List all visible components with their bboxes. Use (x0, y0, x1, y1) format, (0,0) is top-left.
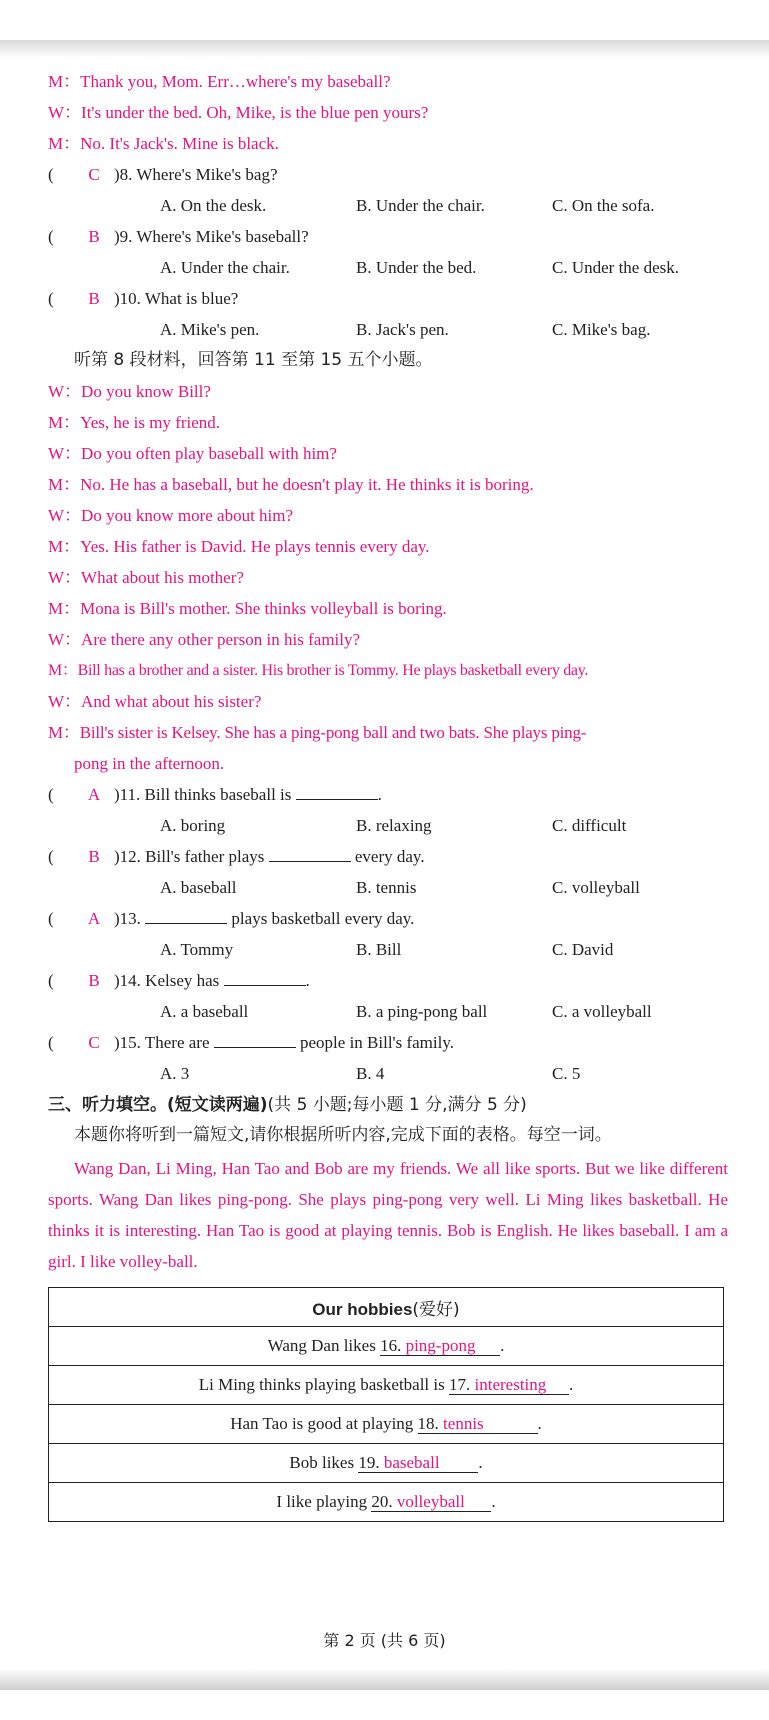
blank-answer: ping-pong (405, 1336, 476, 1355)
dialog-line (48, 438, 728, 469)
question-text: )15. There are (114, 1033, 214, 1052)
speaker: M： (48, 723, 80, 742)
dialog-text: Are there any other person in his family? (81, 630, 361, 649)
blank-number: 17. (449, 1375, 475, 1394)
answer-mark: B (88, 847, 100, 866)
speaker: M： (48, 134, 81, 153)
dialog-text: It's under the bed. Oh, Mike, is the blue pen yours? (81, 103, 429, 122)
paren: ( (48, 909, 54, 928)
paren: ( (48, 1033, 54, 1052)
dialog-text: Mona is Bill's mother. She thinks volleyball is boring. (80, 599, 447, 618)
blank-answer: tennis (443, 1414, 484, 1433)
question-text: )12. Bill's father plays (114, 847, 269, 866)
option-b: B. Under the bed. (356, 258, 477, 277)
dialog-line (48, 717, 728, 748)
question-12 (48, 841, 728, 903)
row-text: I like playing (276, 1492, 372, 1511)
answer-mark: A (87, 785, 101, 804)
dialog-text: Bill's sister is Kelsey. She has a ping-pong ball and two bats. She plays ping- (79, 723, 587, 742)
part3-score: (共 5 小题;每小题 1 分,满分 5 分) (267, 1095, 527, 1115)
answer-mark: B (88, 227, 100, 246)
question-text: )14. Kelsey has (114, 971, 224, 990)
dialog-line (48, 469, 728, 500)
part3-title: 三、听力填空。(短文读两遍) (48, 1095, 268, 1115)
question-text-end: plays basketball every day. (227, 909, 415, 928)
paren: ( (48, 227, 54, 246)
filled-blank (418, 1415, 538, 1434)
speaker: W： (48, 506, 82, 525)
table-title: Our hobbies (312, 1299, 413, 1319)
option-b: B. 4 (356, 1064, 385, 1083)
dialog-line (48, 562, 728, 593)
option-a: A. Mike's pen. (160, 320, 260, 339)
table-row (49, 1327, 724, 1366)
option-c: C. difficult (552, 816, 627, 835)
paren: ( (48, 289, 54, 308)
blank-number: 18. (417, 1414, 444, 1433)
answer-blank (296, 781, 378, 800)
option-b: B. tennis (356, 878, 417, 897)
dialog-text: Do you know Bill? (81, 382, 211, 401)
blank-answer: volleyball (396, 1492, 465, 1511)
answer-mark: B (88, 971, 100, 990)
question-text-end: . (377, 785, 382, 804)
dialog-text: Yes. His father is David. He plays tennis every day. (80, 537, 430, 556)
option-c: C. On the sofa. (552, 196, 655, 215)
page-top-shadow (0, 40, 769, 58)
question-text-end: people in Bill's family. (295, 1033, 454, 1052)
row-text: Bob likes (289, 1453, 359, 1472)
option-a: A. a baseball (160, 1002, 249, 1021)
row-text: Wang Dan likes (267, 1336, 381, 1355)
dialog-text: Yes, he is my friend. (80, 413, 221, 432)
filled-blank (358, 1454, 478, 1473)
question-14 (48, 965, 728, 1027)
option-b: B. Bill (356, 940, 402, 959)
answer-mark: A (87, 909, 101, 928)
blank-number: 20. (371, 1492, 397, 1511)
dialog-text: No. He has a baseball, but he doesn't play it. He thinks it is boring. (80, 475, 534, 494)
blank-answer: interesting (474, 1375, 547, 1394)
answer-mark: C (88, 165, 100, 184)
answer-blank (214, 1029, 296, 1048)
option-b: B. Jack's pen. (356, 320, 449, 339)
table-row (49, 1483, 724, 1522)
question-11 (48, 779, 728, 841)
blank-number: 19. (358, 1453, 384, 1472)
filled-blank (371, 1493, 491, 1512)
speaker: M： (48, 662, 78, 679)
speaker: W： (48, 568, 82, 587)
option-b: B. relaxing (356, 816, 432, 835)
part3-heading (48, 1089, 728, 1120)
question-text: )11. Bill thinks baseball is (114, 785, 296, 804)
dialog-text: And what about his sister? (81, 692, 262, 711)
question-9 (48, 221, 728, 283)
paren: ( (48, 785, 54, 804)
question-text: )8. Where's Mike's bag? (114, 165, 278, 184)
option-c: C. David (552, 940, 614, 959)
listening-passage: Wang Dan, Li Ming, Han Tao and Bob are my friends. We all like sports. But we like different sports. Wang Dan likes ping-pong. She plays ping-pong very well. Li Ming likes basketball. He thinks it is interesting. Han Tao is good at playing tennis. Bob is English. He likes baseball. I am a girl. I like volley-ball. (48, 1159, 728, 1271)
dialog-2 (48, 376, 728, 779)
dialog-text: Do you know more about him? (81, 506, 294, 525)
filled-blank (449, 1376, 569, 1395)
question-text: )9. Where's Mike's baseball? (114, 227, 309, 246)
row-end: . (569, 1375, 574, 1394)
row-end: . (491, 1492, 496, 1511)
dialog-line (48, 686, 728, 717)
speaker: M： (48, 72, 81, 91)
row-end: . (500, 1336, 505, 1355)
answer-blank (145, 905, 227, 924)
answer-blank (224, 967, 306, 986)
question-10 (48, 283, 728, 345)
dialog-text: Do you often play baseball with him? (81, 444, 337, 463)
row-text: Li Ming thinks playing basketball is (198, 1375, 449, 1394)
speaker: W： (48, 692, 82, 711)
dialog-text: Bill has a brother and a sister. His brother is Tommy. He plays basketball every day. (77, 662, 589, 679)
speaker: W： (48, 103, 82, 122)
question-15 (48, 1027, 728, 1089)
dialog-text: What about his mother? (81, 568, 244, 587)
filled-blank (380, 1337, 500, 1356)
part3-instruction: 本题你将听到一篇短文,请你根据所听内容,完成下面的表格。每空一词。 (74, 1125, 612, 1145)
dialog-line (48, 531, 728, 562)
dialog-line (48, 624, 728, 655)
table-header (49, 1288, 724, 1327)
dialog-1 (48, 66, 728, 159)
option-c: C. Mike's bag. (552, 320, 651, 339)
section-instruction: 听第 8 段材料，回答第 11 至第 15 五个小题。 (74, 350, 433, 370)
speaker: W： (48, 382, 82, 401)
blank-answer: baseball (383, 1453, 440, 1472)
table-row (49, 1405, 724, 1444)
speaker: M： (48, 599, 81, 618)
dialog-text: No. It's Jack's. Mine is black. (80, 134, 279, 153)
speaker: M： (48, 413, 81, 432)
speaker: W： (48, 444, 82, 463)
speaker: M： (48, 475, 81, 494)
speaker: W： (48, 630, 82, 649)
paren: ( (48, 971, 54, 990)
paren: ( (48, 847, 54, 866)
option-a: A. Tommy (160, 940, 234, 959)
option-c: C. Under the desk. (552, 258, 680, 277)
worksheet-page (48, 66, 728, 1522)
question-text: )10. What is blue? (114, 289, 239, 308)
option-b: B. a ping-pong ball (356, 1002, 488, 1021)
dialog-line (48, 593, 728, 624)
question-8 (48, 159, 728, 221)
dialog-line (48, 655, 728, 686)
option-a: A. 3 (160, 1064, 190, 1083)
speaker: M： (48, 537, 81, 556)
table-row (49, 1366, 724, 1405)
blank-number: 16. (380, 1336, 406, 1355)
table-row (49, 1444, 724, 1483)
option-c: C. volleyball (552, 878, 640, 897)
dialog-line (48, 128, 728, 159)
question-text: )13. (114, 909, 146, 928)
option-a: A. boring (160, 816, 226, 835)
option-c: C. a volleyball (552, 1002, 652, 1021)
table-title-zh: (爱好) (412, 1299, 460, 1320)
page-bottom-shadow (0, 1668, 769, 1690)
row-end: . (537, 1414, 542, 1433)
option-c: C. 5 (552, 1064, 581, 1083)
dialog-line (48, 97, 728, 128)
answer-mark: B (88, 289, 100, 308)
page-footer: 第 2 页 (共 6 页) (323, 1631, 446, 1650)
dialog-line (48, 500, 728, 531)
option-a: A. On the desk. (160, 196, 267, 215)
row-text: Han Tao is good at playing (230, 1414, 418, 1433)
row-end: . (478, 1453, 483, 1472)
question-text-end: every day. (350, 847, 425, 866)
dialog-line (48, 66, 728, 97)
dialog-line (48, 376, 728, 407)
table-header-row (49, 1288, 724, 1327)
dialog-line (48, 407, 728, 438)
dialog-text: Thank you, Mom. Err…where's my baseball? (80, 72, 391, 91)
paren: ( (48, 165, 54, 184)
option-a: A. Under the chair. (160, 258, 290, 277)
answer-mark: C (88, 1033, 100, 1052)
question-13 (48, 903, 728, 965)
answer-blank (269, 843, 351, 862)
option-b: B. Under the chair. (356, 196, 485, 215)
hobbies-table (48, 1287, 724, 1522)
option-a: A. baseball (160, 878, 237, 897)
dialog-line-continued: pong in the afternoon. (74, 754, 225, 773)
question-text-end: . (305, 971, 310, 990)
